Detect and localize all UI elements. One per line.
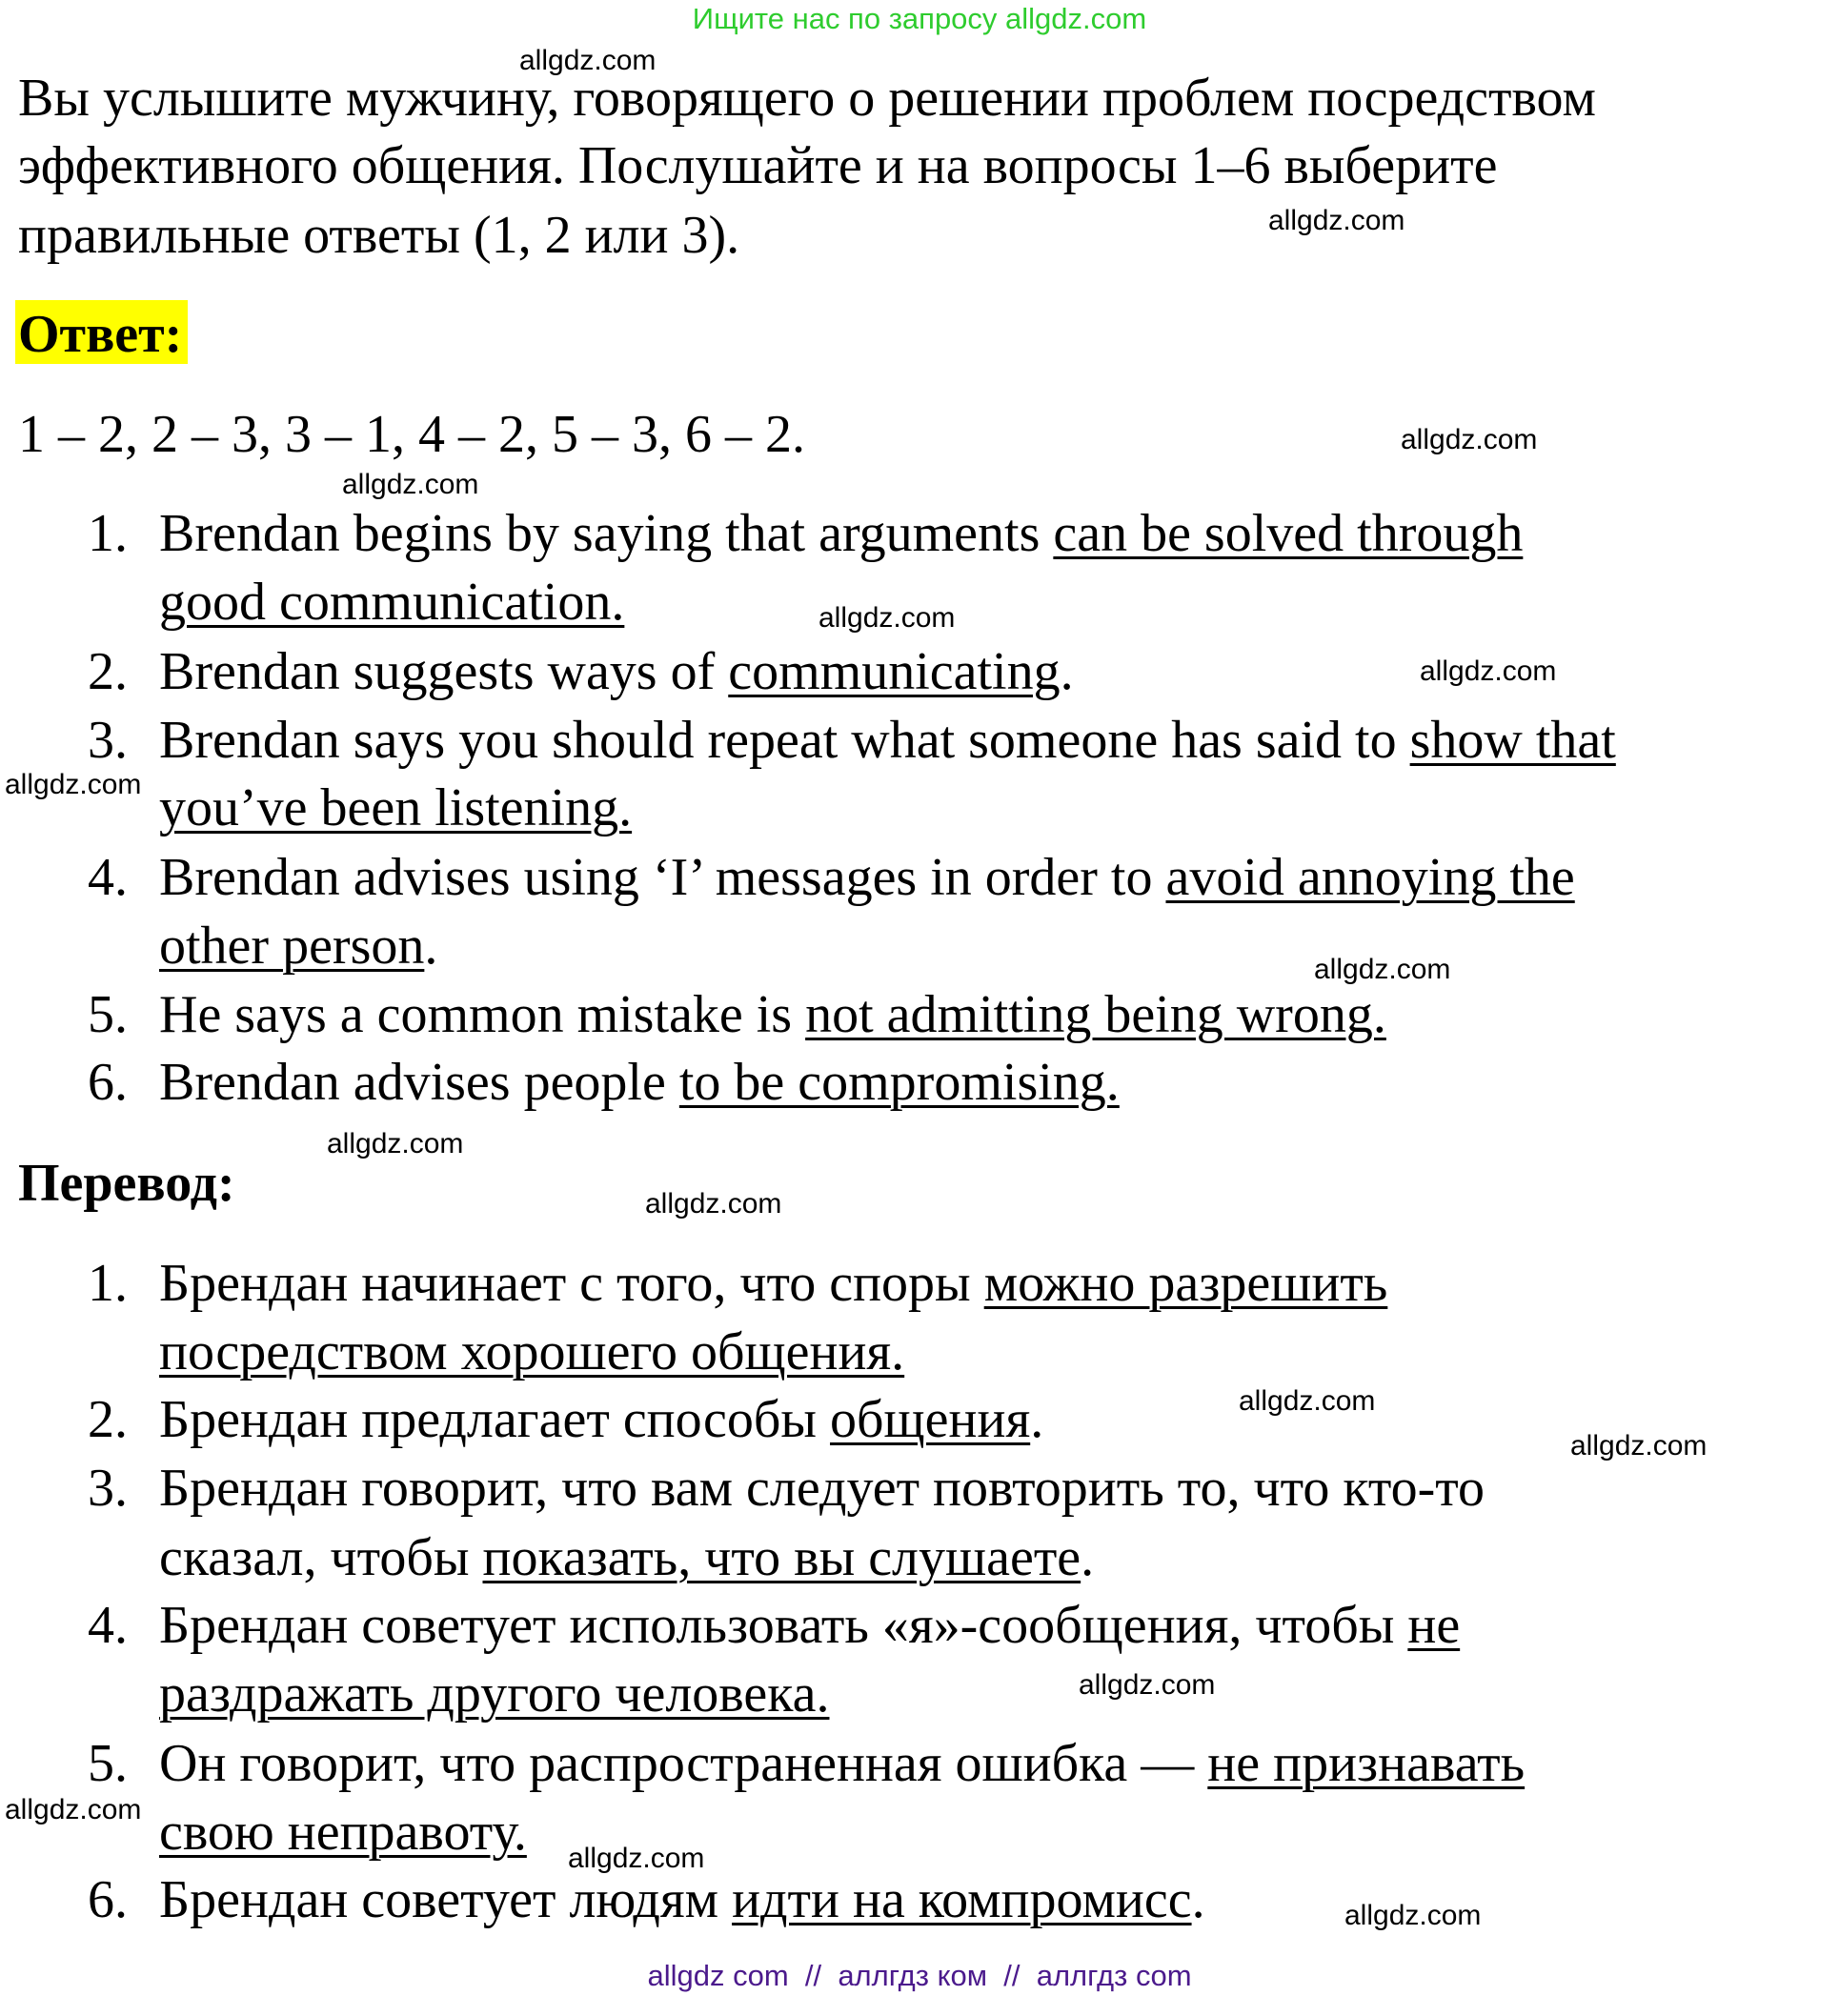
- item-text: Brendan says you should repeat what someone has said to: [159, 711, 1410, 770]
- watermark: allgdz.com: [1344, 1900, 1482, 1931]
- list-item: [159, 1249, 1387, 1318]
- watermark: allgdz.com: [1314, 954, 1451, 985]
- item-text: .: [424, 917, 438, 976]
- item-number: 6.: [88, 1053, 128, 1112]
- footer-link[interactable]: [0, 1959, 1839, 1993]
- answer-key: 1 – 2, 2 – 3, 3 – 1, 4 – 2, 5 – 3, 6 – 2.: [18, 405, 805, 464]
- watermark: allgdz.com: [5, 1794, 142, 1825]
- list-item-continuation: [159, 1318, 904, 1386]
- watermark: allgdz.com: [5, 769, 142, 800]
- underlined-answer: общения: [830, 1390, 1031, 1449]
- item-number: 4.: [88, 1596, 128, 1655]
- list-item: [159, 1454, 1485, 1522]
- watermark: allgdz.com: [327, 1128, 464, 1159]
- list-item: [159, 1048, 1120, 1117]
- header-search-link[interactable]: Ищите нас по запросу allgdz.com: [692, 2, 1147, 35]
- item-text: Брендан предлагает способы: [159, 1390, 831, 1449]
- watermark: allgdz.com: [1239, 1385, 1376, 1417]
- watermark: allgdz.com: [1570, 1430, 1708, 1462]
- item-text: Брендан говорит, что вам следует повторить то, что кто-то: [159, 1459, 1485, 1518]
- underlined-answer: other person: [159, 917, 425, 976]
- item-number: 1.: [88, 504, 128, 563]
- watermark: allgdz.com: [1420, 655, 1557, 687]
- underlined-answer: good communication.: [159, 573, 625, 632]
- item-number: 3.: [88, 1459, 128, 1518]
- underlined-answer: раздражать другого человека.: [159, 1664, 830, 1724]
- item-text: сказал, чтобы: [159, 1528, 483, 1587]
- item-number: 4.: [88, 848, 128, 907]
- item-text: .: [1081, 1528, 1095, 1587]
- intro-line: эффективного общения. Послушайте и на вопросы 1–6 выберите: [18, 136, 1498, 195]
- underlined-answer: communicating: [728, 642, 1061, 701]
- list-item: [159, 706, 1616, 775]
- underlined-answer: свою неправоту.: [159, 1803, 527, 1862]
- translation-heading: Перевод:: [18, 1154, 235, 1213]
- list-item: [159, 1729, 1525, 1798]
- list-item-continuation: [159, 568, 624, 636]
- item-text: Брендан советует использовать «я»-сообщения, чтобы: [159, 1596, 1408, 1655]
- item-number: 2.: [88, 642, 128, 701]
- item-text: .: [1191, 1870, 1205, 1929]
- item-text: .: [1060, 642, 1074, 701]
- watermark: allgdz.com: [1401, 424, 1538, 455]
- item-text: Brendan advises people: [159, 1053, 679, 1112]
- underlined-answer: показать, что вы слушаете: [482, 1528, 1081, 1587]
- item-number: 1.: [88, 1254, 128, 1313]
- watermark: allgdz.com: [1079, 1669, 1216, 1701]
- item-text: Brendan suggests ways of: [159, 642, 729, 701]
- underlined-answer: не признавать: [1207, 1734, 1526, 1793]
- item-text: He says a common mistake is: [159, 985, 806, 1044]
- underlined-answer: посредством хорошего общения.: [159, 1322, 905, 1381]
- item-number: 6.: [88, 1870, 128, 1929]
- underlined-answer: you’ve been listening.: [159, 778, 633, 837]
- item-text: Brendan begins by saying that arguments: [159, 504, 1054, 563]
- item-text: Брендан советует людям: [159, 1870, 733, 1929]
- footer-text[interactable]: allgdz com // аллгдз ком // аллгдз com: [647, 1959, 1192, 1992]
- underlined-answer: идти на компромисс: [732, 1870, 1192, 1929]
- list-item: [159, 1591, 1460, 1660]
- list-item: [159, 980, 1386, 1049]
- answer-heading: Ответ:: [18, 305, 183, 364]
- underlined-answer: show that: [1409, 711, 1616, 770]
- watermark: allgdz.com: [342, 469, 479, 500]
- item-text: .: [1030, 1390, 1044, 1449]
- item-number: 5.: [88, 1734, 128, 1793]
- item-number: 2.: [88, 1390, 128, 1449]
- item-number: 3.: [88, 711, 128, 770]
- watermark: allgdz.com: [645, 1188, 782, 1220]
- intro-line: Вы услышите мужчину, говорящего о решении проблем посредством: [18, 69, 1596, 128]
- underlined-answer: not admitting being wrong.: [805, 985, 1386, 1044]
- list-item-continuation: [159, 1660, 829, 1728]
- underlined-answer: avoid annoying the: [1165, 848, 1575, 907]
- watermark: allgdz.com: [818, 602, 956, 634]
- list-item: [159, 499, 1523, 568]
- item-text: Брендан начинает с того, что споры: [159, 1254, 984, 1313]
- list-item-continuation: [159, 1523, 1094, 1592]
- underlined-answer: можно разрешить: [983, 1254, 1388, 1313]
- watermark: allgdz.com: [568, 1843, 705, 1874]
- intro-line: правильные ответы (1, 2 или 3).: [18, 206, 740, 265]
- item-number: 5.: [88, 985, 128, 1044]
- underlined-answer: to be compromising.: [678, 1053, 1120, 1112]
- list-item-continuation: [159, 912, 437, 980]
- list-item-continuation: [159, 774, 632, 842]
- watermark: allgdz.com: [519, 45, 657, 76]
- watermark: allgdz.com: [1268, 205, 1405, 236]
- item-text: Он говорит, что распространенная ошибка —: [159, 1734, 1208, 1793]
- item-text: Brendan advises using ‘I’ messages in order to: [159, 848, 1166, 907]
- list-item: [159, 637, 1074, 706]
- list-item-continuation: [159, 1798, 527, 1866]
- list-item: [159, 843, 1575, 912]
- underlined-answer: не: [1407, 1596, 1461, 1655]
- underlined-answer: can be solved through: [1053, 504, 1524, 563]
- list-item: [159, 1385, 1043, 1454]
